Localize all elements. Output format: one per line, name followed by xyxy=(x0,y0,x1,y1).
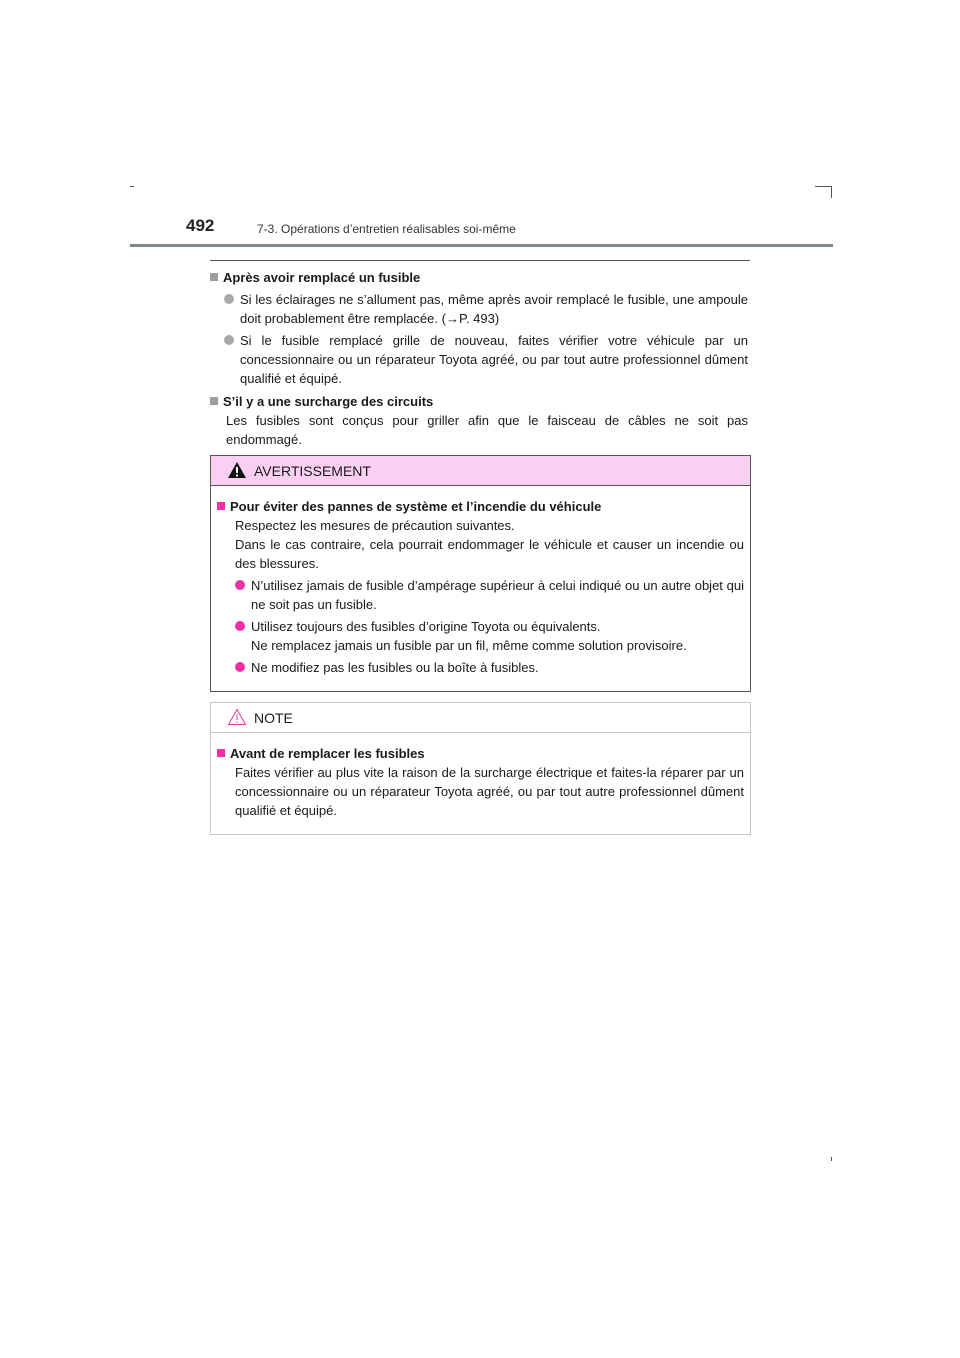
section-heading: Après avoir remplacé un fusible xyxy=(210,268,748,287)
content-rule xyxy=(210,260,750,261)
warning-box xyxy=(210,455,751,692)
warning-box-header xyxy=(211,456,750,486)
crop-mark-top-left xyxy=(130,186,134,187)
square-bullet-icon xyxy=(217,502,225,510)
warning-triangle-icon xyxy=(227,461,247,479)
caution-triangle-icon xyxy=(227,708,247,726)
square-bullet-icon xyxy=(217,749,225,757)
page-number: 492 xyxy=(186,216,215,235)
paragraph: Dans le cas contraire, cela pourrait endommager le véhicule et causer un incendie ou des blessures. xyxy=(235,537,744,571)
list-item: Ne modifiez pas les fusibles ou la boîte à fusibles. xyxy=(235,658,744,677)
note-title: NOTE xyxy=(254,710,293,726)
header-rule xyxy=(130,244,833,247)
note-heading: Avant de remplacer les fusibles xyxy=(217,744,744,763)
paragraph: Respectez les mesures de précaution suivantes. xyxy=(235,518,515,533)
list-item: Utilisez toujours des fusibles d’origine Toyota ou équivalents. Ne remplacez jamais un fusible par un fil, même comme solution provisoire. xyxy=(235,617,744,655)
paragraph: Faites vérifier au plus vite la raison de la surcharge électrique et faites-la réparer par un concessionnaire ou un réparateur Toyota agréé, ou par tout autre professionnel dûment qualifié et équipé. xyxy=(235,765,744,818)
circle-bullet-icon xyxy=(235,662,245,672)
note-body xyxy=(211,733,750,820)
note-box-header xyxy=(211,703,750,733)
warning-title: AVERTISSEMENT xyxy=(254,463,371,479)
circle-bullet-icon xyxy=(224,294,234,304)
list-item: N’utilisez jamais de fusible d’ampérage supérieur à celui indiqué ou un autre objet qui ne soit pas un fusible. xyxy=(235,576,744,614)
list-item: Si les éclairages ne s’allument pas, même après avoir remplacé le fusible, une ampoule doit probablement être remplacée. (→P. 493) xyxy=(224,290,748,328)
crop-mark-bottom-right xyxy=(831,1157,832,1161)
list-item: Si le fusible remplacé grille de nouveau, faites vérifier votre véhicule par un concessionnaire ou un réparateur Toyota agréé, ou par tout autre professionnel dûment qualifié et équipé. xyxy=(224,331,748,388)
circle-bullet-icon xyxy=(235,580,245,590)
chapter-title: 7-3. Opérations d’entretien réalisables soi-même xyxy=(257,222,516,236)
circle-bullet-icon xyxy=(235,621,245,631)
crop-mark-top-right-v xyxy=(831,186,832,198)
circle-bullet-icon xyxy=(224,335,234,345)
square-bullet-icon xyxy=(210,273,218,281)
warning-body xyxy=(211,486,750,677)
main-content xyxy=(210,268,748,449)
paragraph: Les fusibles sont conçus pour griller afin que le faisceau de câbles ne soit pas endommagé. xyxy=(226,413,748,447)
warning-heading: Pour éviter des pannes de système et l’incendie du véhicule xyxy=(217,497,744,516)
note-box xyxy=(210,702,751,835)
square-bullet-icon xyxy=(210,397,218,405)
crop-mark-top-right xyxy=(815,186,832,187)
section-heading: S’il y a une surcharge des circuits xyxy=(210,392,748,411)
